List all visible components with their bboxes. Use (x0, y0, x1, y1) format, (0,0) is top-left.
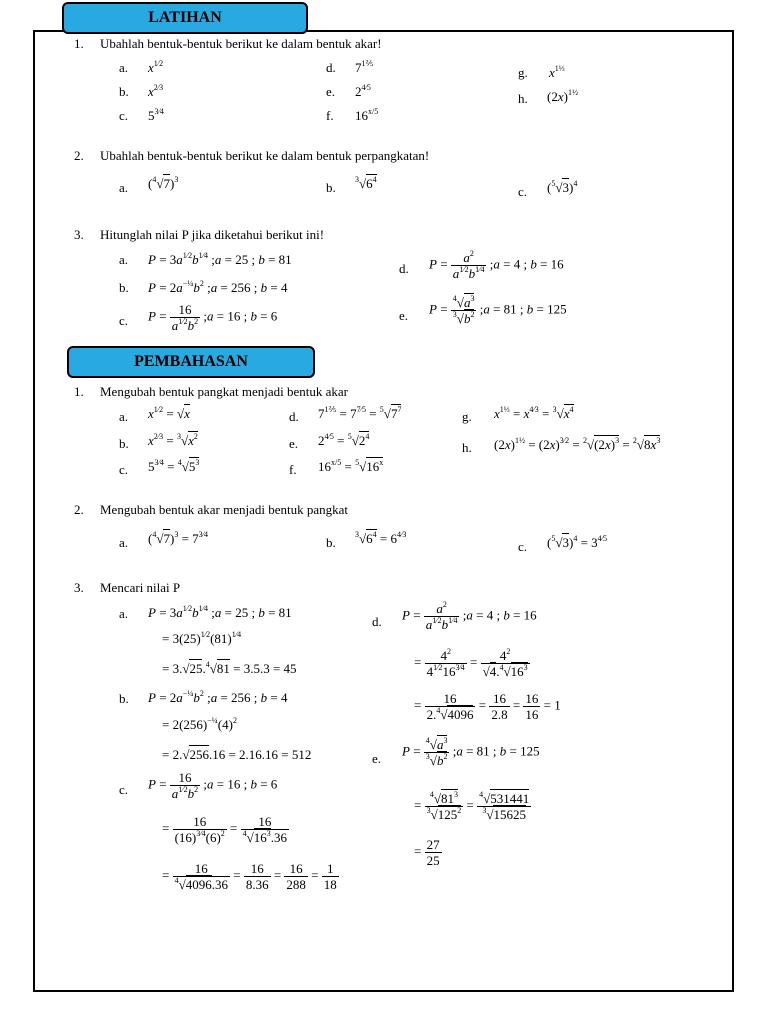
solution-line: = $3(25)^{1⁄2}(81)^{1⁄4}$ (162, 630, 242, 646)
solution-line: = $\frac{^4√81^3}{^3√125^2}$ = $\frac{^4√531441}{^3√15625}$ (414, 790, 530, 822)
solution-line: = $2(256)^{-\frac{1}{4}}(4)^2$ (162, 716, 237, 732)
expression: $2^{4⁄5}$ (355, 83, 371, 99)
expression: $(^5√3)^4$ (547, 179, 578, 195)
item-label: b. (119, 436, 129, 451)
expression: $2^{4⁄5} = ^5√2^4$ (318, 432, 370, 448)
item-label: f. (326, 108, 334, 123)
solution-line: = $\frac{27}{25}$ (414, 837, 440, 868)
item-label: e. (326, 84, 336, 99)
question-text: Ubahlah bentuk-bentuk berikut ke dalam bentuk akar! (100, 36, 382, 51)
expression: $7^{1\frac{2}{5}} = 7^{7⁄5} = ^5√7^7$ (318, 405, 402, 421)
item-label: a. (119, 606, 129, 621)
item-label: c. (119, 313, 129, 328)
item-label: d. (372, 614, 382, 629)
item-label: a. (119, 252, 129, 267)
expression: $x^{1\frac{1}{3}} = x^{4⁄3} = ^3√x^4$ (494, 405, 574, 421)
expression: P = $\frac{a^2}{a^{1⁄2}b^{1⁄4}}$ ;a = 4 ; b = 16 (429, 249, 564, 281)
item-label: e. (372, 751, 382, 766)
item-label: b. (326, 535, 336, 550)
question-number: 1. (74, 36, 84, 51)
item-label: g. (462, 409, 472, 424)
solution-line: = 3.√25.$^4$√81 = 3.5.3 = 45 (162, 660, 297, 676)
solution-line: = $\frac{16}{2.^4√4096}$ = $\frac{16}{2.8}$ = $\frac{16}{16}$ = 1 (414, 691, 561, 722)
expression: $(2x)^{1\frac{1}{2}} = (2x)^{3⁄2} = ^2√(2x)^3 = ^2√8x^3$ (494, 436, 661, 452)
question-text: Mengubah bentuk akar menjadi bentuk pangkat (100, 502, 349, 517)
question-number: 2. (74, 148, 84, 163)
expression: $16^{x/5} = ^5√16^x$ (318, 458, 384, 474)
item-label: c. (119, 782, 129, 797)
expression: $P = 3a^{1⁄2}b^{1⁄4}$ ;a = 25 ; b = 81 (148, 251, 292, 267)
solution-line: $P = 2a^{-\frac{1}{4}}b^2$ ;a = 256 ; b = 4 (148, 689, 288, 705)
item-label: a. (119, 180, 129, 195)
item-label: e. (289, 436, 299, 451)
item-label: c. (518, 184, 528, 199)
expression: $x^{1⁄2} = √x$ (148, 405, 190, 421)
solution-line: = 2.√256.16 = 2.16.16 = 512 (162, 747, 312, 762)
question-text: Hitunglah nilai P jika diketahui berikut ini! (100, 227, 325, 242)
pembahasan-header: PEMBAHASAN (67, 346, 315, 378)
expression: $P = 2a^{-\frac{1}{4}}b^2$ ;a = 256 ; b = 4 (148, 279, 288, 295)
item-label: b. (119, 280, 129, 295)
expression: $5^{3⁄4}$ (148, 107, 164, 123)
solution-line: = $\frac{16}{(16)^{3⁄4}(6)^2}$ = $\frac{16}{^4√16^3.36}$ (162, 814, 288, 845)
solution-line: P = $\frac{a^2}{a^{1⁄2}b^{1⁄4}}$ ;a = 4 ; b = 16 (402, 600, 537, 632)
question-number: 3. (74, 227, 84, 242)
item-label: h. (518, 91, 528, 106)
expression: $(^5√3)^4 = 3^{4⁄5}$ (547, 534, 608, 550)
question-number: 3. (74, 580, 84, 595)
question-text: Mengubah bentuk pangkat menjadi bentuk akar (100, 384, 349, 399)
solution-line: = $\frac{16}{^4√4096.36}$ = $\frac{16}{8.36}$ = $\frac{16}{288}$ = $\frac{1}{18}$ (162, 861, 337, 892)
expression: $5^{3⁄4} = ^4√5^3$ (148, 458, 200, 474)
expression: $x^{1\frac{1}{3}}$ (549, 64, 565, 80)
expression: $(^4√7)^3$ (148, 175, 179, 191)
item-label: g. (518, 65, 528, 80)
item-label: b. (326, 180, 336, 195)
solution-line: = $\frac{4^2}{4^{1⁄2}16^{3⁄4}}$ = $\frac{4^2}{√4.^4√16^3}$ (414, 647, 528, 679)
expression: $(^4√7)^3 = 7^{3⁄4}$ (148, 530, 209, 546)
item-label: a. (119, 535, 129, 550)
question-text: Ubahlah bentuk-bentuk berikut ke dalam bentuk perpangkatan! (100, 148, 430, 163)
solution-line: $P = 3a^{1⁄2}b^{1⁄4}$ ;a = 25 ; b = 81 (148, 604, 292, 620)
question-number: 1. (74, 384, 84, 399)
item-label: f. (289, 462, 297, 477)
solution-line: P = $\frac{16}{a^{1⁄2}b^2}$ ;a = 16 ; b = 6 (148, 770, 278, 801)
expression: $^3√6^4$ (355, 175, 377, 191)
item-label: a. (119, 60, 129, 75)
expression: $^3√6^4 = 6^{4⁄3}$ (355, 530, 407, 546)
expression: $16^{x/5}$ (355, 107, 379, 123)
expression: $x^{2⁄3}$ (148, 83, 164, 99)
expression: P = $\frac{16}{a^{1⁄2}b^2}$ ;a = 16 ; b = 6 (148, 302, 278, 333)
expression: $x^{2⁄3} = ^3√x^2$ (148, 432, 198, 448)
expression: $x^{1⁄2}$ (148, 59, 164, 75)
item-label: c. (119, 108, 129, 123)
expression: $7^{1\frac{2}{5}}$ (355, 59, 374, 75)
item-label: c. (518, 539, 528, 554)
item-label: a. (119, 409, 129, 424)
expression: P = $\frac{^4√a^3}{^3√b^2}$ ;a = 81 ; b = 125 (429, 294, 567, 326)
item-label: d. (399, 261, 409, 276)
question-text: Mencari nilai P (100, 580, 181, 595)
item-label: d. (326, 60, 336, 75)
item-label: c. (119, 462, 129, 477)
item-label: h. (462, 440, 472, 455)
question-number: 2. (74, 502, 84, 517)
item-label: b. (119, 691, 129, 706)
item-label: d. (289, 409, 299, 424)
latihan-header: LATIHAN (62, 2, 308, 34)
item-label: e. (399, 308, 409, 323)
item-label: b. (119, 84, 129, 99)
solution-line: P = $\frac{^4√a^3}{^3√b^2}$ ;a = 81 ; b = 125 (402, 736, 540, 768)
expression: $(2x)^{1\frac{1}{2}}$ (547, 88, 578, 104)
